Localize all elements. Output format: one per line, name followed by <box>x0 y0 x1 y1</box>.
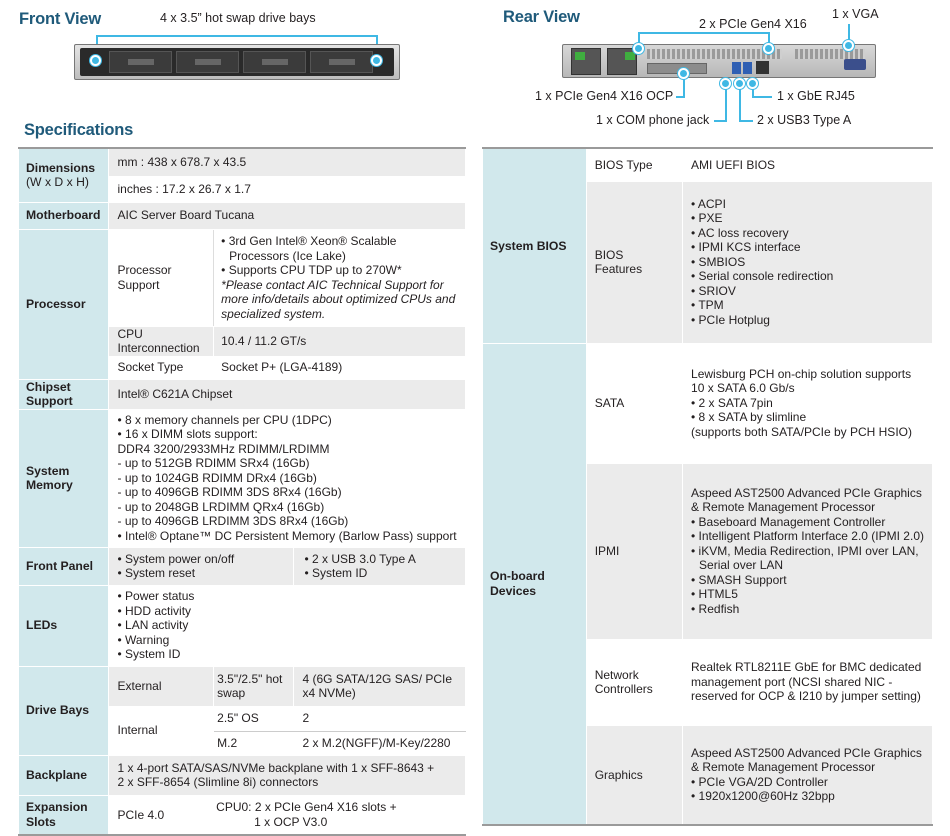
bios-feature: • AC loss recovery <box>691 225 789 240</box>
callout-line <box>725 84 727 121</box>
pcie-slot-cover <box>795 49 865 59</box>
graphics-value <box>683 725 933 825</box>
memory-line: • 16 x DIMM slots support: <box>117 427 258 442</box>
processor-support-item: • 3rd Gen Intel® Xeon® Scalable Processors (Ice Lake) <box>221 234 397 263</box>
network-line: Realtek RTL8211E GbE for BMC dedicated <box>691 660 922 675</box>
memory-line: - up to 512GB RDIMM SRx4 (16Gb) <box>117 456 310 471</box>
memory-line: - up to 4096GB LRDIMM 3DS 8Rx4 (16Gb) <box>117 514 349 529</box>
sata-line: • 8 x SATA by slimline <box>691 410 807 425</box>
front-server-image <box>74 44 400 80</box>
callout-dot <box>371 55 382 66</box>
callout-line <box>752 96 772 98</box>
leds-header: LEDs <box>19 585 109 666</box>
rear-gbe-callout: 1 x GbE RJ45 <box>777 89 855 103</box>
network-controllers-label <box>586 639 682 725</box>
drive-internal-size: 2.5" OS <box>214 706 294 731</box>
front-panel-col2 <box>294 547 465 585</box>
bios-feature: • ACPI <box>691 196 726 211</box>
chipset-value: Intel® C621A Chipset <box>109 379 465 409</box>
expansion-line: 1 x OCP V3.0 <box>254 814 328 829</box>
led-item: • Power status <box>117 589 195 604</box>
sata-line: Lewisburg PCH on-chip solution supports <box>691 366 912 381</box>
front-panel-item: • System reset <box>117 566 196 580</box>
bios-feature: • SRIOV <box>691 283 736 298</box>
graphics-line: Aspeed AST2500 Advanced PCIe Graphics <box>691 745 922 760</box>
callout-line <box>739 120 753 122</box>
sata-line: • 2 x SATA 7pin <box>691 395 773 410</box>
bios-type-value: AMI UEFI BIOS <box>683 148 933 181</box>
ipmi-line: • HTML5 <box>691 587 738 602</box>
sata-line: 10 x SATA 6.0 Gb/s <box>691 381 795 396</box>
expansion-type: PCIe 4.0 <box>109 795 214 835</box>
led-item: • Warning <box>117 632 170 647</box>
onboard-devices-label: On-board <box>490 569 545 584</box>
ipmi-value <box>683 463 933 639</box>
drive-bay <box>310 51 373 73</box>
vga-port <box>844 59 866 70</box>
front-panel-header: Front Panel <box>19 547 109 585</box>
backplane-header: Backplane <box>19 755 109 795</box>
graphics-line: & Remote Management Processor <box>691 760 876 775</box>
ipmi-line: • Redfish <box>691 601 740 616</box>
network-label: Controllers <box>594 682 653 696</box>
bios-feature: • SMBIOS <box>691 254 746 269</box>
motherboard-value: AIC Server Board Tucana <box>109 202 465 229</box>
rear-com-callout: 1 x COM phone jack <box>596 113 710 127</box>
rear-server-image <box>562 44 876 78</box>
usb-port <box>732 62 741 74</box>
onboard-devices-header <box>483 343 587 825</box>
processor-header: Processor <box>19 229 109 379</box>
callout-dot <box>763 43 774 54</box>
callout-dot <box>843 40 854 51</box>
dimensions-mm: mm : 438 x 678.7 x 43.5 <box>109 148 465 176</box>
callout-line <box>676 96 685 98</box>
sata-line: (supports both SATA/PCIe by PCH HSIO) <box>691 424 912 439</box>
drive-external-value: 4 (6G SATA/12G SAS/ PCIe x4 NVMe) <box>294 666 465 706</box>
rear-pcie-x16-callout: 2 x PCIe Gen4 X16 <box>699 17 807 31</box>
bios-feature: • PXE <box>691 211 723 226</box>
spec-table-right <box>482 147 933 826</box>
memory-line: DDR4 3200/2933MHz RDIMM/LRDIMM <box>117 441 330 456</box>
callout-dot <box>734 78 745 89</box>
specifications-title: Specifications <box>24 121 134 139</box>
backplane-value <box>109 755 465 795</box>
chipset-header: Chipset Support <box>19 379 109 409</box>
system-memory-header: System Memory <box>19 409 109 547</box>
onboard-devices-label: Devices <box>490 583 537 598</box>
ipmi-line: • SMASH Support <box>691 572 787 587</box>
expansion-line: CPU0: 2 x PCIe Gen4 X16 slots + <box>216 800 397 815</box>
system-bios-header: System BIOS <box>483 148 587 343</box>
graphics-line: • PCIe VGA/2D Controller <box>691 774 828 789</box>
callout-line <box>638 32 769 34</box>
expansion-slots-header: Expansion Slots <box>19 795 109 835</box>
led-item: • System ID <box>117 647 181 662</box>
ocp-slot <box>647 63 707 74</box>
bios-feature: • TPM <box>691 298 724 313</box>
led-item: • LAN activity <box>117 618 189 633</box>
expansion-value <box>214 795 466 835</box>
network-label: Network <box>594 667 639 682</box>
bios-feature: • Serial console redirection <box>691 269 834 284</box>
socket-type-label: Socket Type <box>109 356 214 379</box>
spec-table-left <box>18 147 466 836</box>
memory-line: • Intel® Optane™ DC Persistent Memory (Barlow Pass) support <box>117 528 457 543</box>
front-panel-item: • 2 x USB 3.0 Type A <box>304 551 416 566</box>
callout-dot <box>720 78 731 89</box>
callout-dot <box>747 78 758 89</box>
front-panel-item: • System ID <box>304 566 368 580</box>
rj45-port <box>756 61 769 74</box>
cpu-interconnect-value: 10.4 / 11.2 GT/s <box>214 326 466 356</box>
processor-support-note: *Please contact AIC Technical Support for more info/details about optimized CPUs and specialized system. <box>221 277 456 321</box>
leds-value <box>109 585 465 666</box>
network-controllers-value <box>683 639 933 725</box>
callout-line <box>714 120 727 122</box>
sata-label: SATA <box>586 343 682 463</box>
ipmi-label: IPMI <box>586 463 682 639</box>
ipmi-line: • Intelligent Platform Interface 2.0 (IPMI 2.0) <box>691 529 924 544</box>
drive-bay <box>109 51 172 73</box>
pcie-slot-cover <box>647 49 782 59</box>
memory-line: • 8 x memory channels per CPU (1DPC) <box>117 412 332 427</box>
psu-module <box>607 48 637 75</box>
rear-vga-callout: 1 x VGA <box>832 7 879 21</box>
bios-feature: • IPMI KCS interface <box>691 240 801 255</box>
dimensions-inches: inches : 17.2 x 26.7 x 1.7 <box>109 176 465 202</box>
usb-port <box>743 62 752 74</box>
graphics-line: • 1920x1200@60Hz 32bpp <box>691 789 835 804</box>
callout-dot <box>90 55 101 66</box>
ipmi-line: Aspeed AST2500 Advanced PCIe Graphics <box>691 485 922 500</box>
drive-internal-value: 2 <box>294 706 465 731</box>
callout-dot <box>678 68 689 79</box>
motherboard-header: Motherboard <box>19 202 109 229</box>
processor-support-value <box>214 229 466 326</box>
rear-ocp-callout: 1 x PCIe Gen4 X16 OCP <box>535 89 674 103</box>
led-item: • HDD activity <box>117 603 192 618</box>
drive-internal-value: 2 x M.2(NGFF)/M-Key/2280 <box>294 731 465 755</box>
drive-bays-header: Drive Bays <box>19 666 109 755</box>
front-panel-col1 <box>109 547 294 585</box>
ipmi-line: • Baseboard Management Controller <box>691 514 886 529</box>
callout-line <box>96 35 378 37</box>
psu-module <box>571 48 601 75</box>
socket-type-value: Socket P+ (LGA-4189) <box>214 356 466 379</box>
bios-type-label: BIOS Type <box>586 148 682 181</box>
bios-features-value <box>683 181 933 343</box>
processor-support-item: • Supports CPU TDP up to 270W* <box>221 263 402 277</box>
ipmi-line: & Remote Management Processor <box>691 500 876 515</box>
rear-view-title: Rear View <box>503 8 580 26</box>
callout-dot <box>633 43 644 54</box>
callout-line <box>739 84 741 121</box>
drive-internal-size: M.2 <box>214 731 294 755</box>
front-panel-item: • System power on/off <box>117 551 235 566</box>
processor-support-label: Processor Support <box>109 229 214 326</box>
bios-feature: • PCIe Hotplug <box>691 312 770 327</box>
backplane-line: 2 x SFF-8654 (Slimline 8i) connectors <box>117 775 319 789</box>
graphics-label: Graphics <box>586 725 682 825</box>
drive-external-label: External <box>109 666 214 706</box>
sata-value <box>683 343 933 463</box>
network-line: reserved for OCP & I210 by jumper setting) <box>691 689 921 704</box>
drive-bay <box>176 51 239 73</box>
bios-features-label: BIOS Features <box>586 181 682 343</box>
network-line: management port (NCSI shared NIC - <box>691 674 893 689</box>
system-memory-value <box>109 409 465 547</box>
rear-usb-callout: 2 x USB3 Type A <box>757 113 852 127</box>
drive-bay <box>243 51 306 73</box>
backplane-line: 1 x 4-port SATA/SAS/NVMe backplane with 1 x SFF-8643 + <box>117 760 435 775</box>
front-drive-bays-callout: 4 x 3.5” hot swap drive bays <box>160 11 316 25</box>
memory-line: - up to 1024GB RDIMM DRx4 (16Gb) <box>117 470 317 485</box>
memory-line: - up to 2048GB LRDIMM QRx4 (16Gb) <box>117 499 325 514</box>
dimensions-header: Dimensions (W x D x H) <box>19 148 109 202</box>
ipmi-line: • iKVM, Media Redirection, IPMI over LAN, Serial over LAN <box>691 543 919 573</box>
drive-internal-label: Internal <box>109 706 214 755</box>
cpu-interconnect-label: CPU Interconnection <box>109 326 214 356</box>
front-view-title: Front View <box>19 10 102 28</box>
drive-external-size: 3.5"/2.5" hot swap <box>214 666 294 706</box>
memory-line: - up to 4096GB RDIMM 3DS 8Rx4 (16Gb) <box>117 485 342 500</box>
